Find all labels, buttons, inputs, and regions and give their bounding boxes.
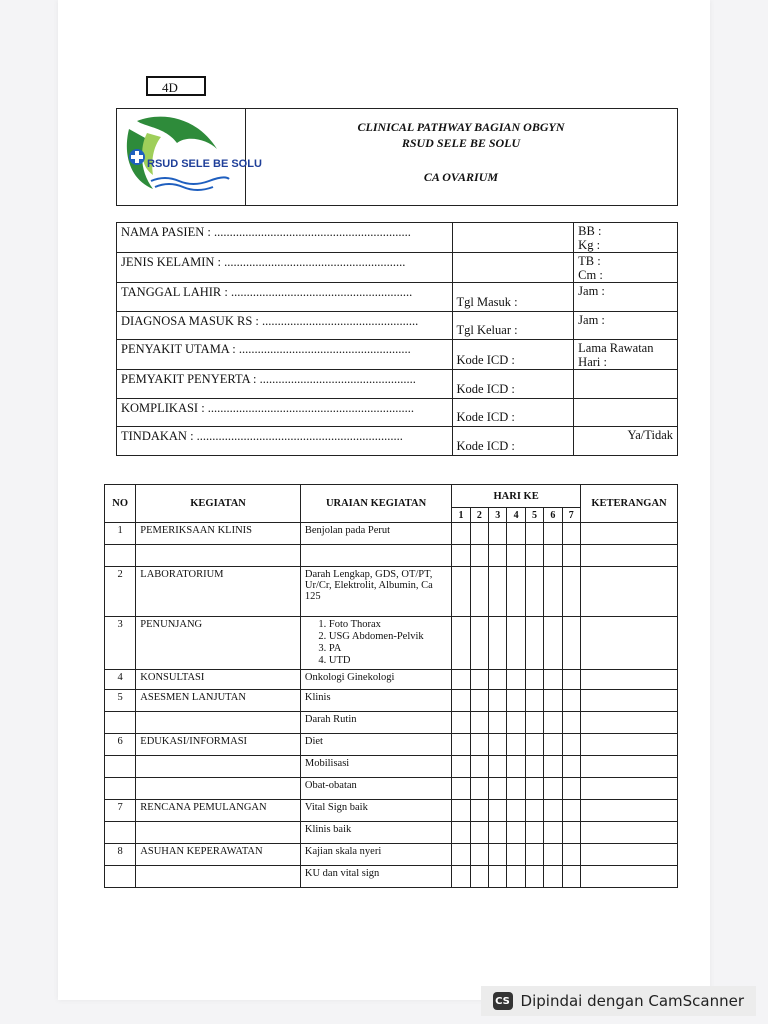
day-check-cell [562, 844, 580, 866]
day-check-cell [525, 523, 543, 545]
day-check-cell [489, 690, 507, 712]
hospital-logo-icon [117, 109, 262, 205]
hospital-logo [117, 109, 262, 205]
patient-row [117, 370, 678, 399]
row-kegiatan: EDUKASI/INFORMASI [136, 734, 301, 756]
patient-row [117, 283, 678, 312]
row-kegiatan [136, 545, 301, 567]
row-uraian: Darah Rutin [300, 712, 451, 734]
day-check-cell [452, 712, 470, 734]
day-check-cell [562, 523, 580, 545]
row-keterangan [581, 822, 678, 844]
row-keterangan [581, 670, 678, 690]
patient-row [117, 223, 678, 253]
day-check-cell [507, 756, 525, 778]
day-check-cell [544, 778, 562, 800]
day-check-cell [544, 670, 562, 690]
day-check-cell [544, 844, 562, 866]
day-check-cell [470, 866, 488, 888]
day-check-cell [452, 844, 470, 866]
day-check-cell [507, 545, 525, 567]
patient-row [117, 311, 678, 340]
row-uraian [300, 617, 451, 670]
row-number: 3 [105, 617, 136, 670]
day-check-cell [452, 822, 470, 844]
row-number [105, 866, 136, 888]
day-check-cell [470, 778, 488, 800]
patient-row [117, 427, 678, 456]
day-check-cell [507, 866, 525, 888]
day-check-cell [470, 690, 488, 712]
table-row [105, 690, 678, 712]
row-keterangan [581, 734, 678, 756]
patient-row [117, 398, 678, 427]
header-day-2: 2 [470, 508, 488, 523]
patient-field-label: DIAGNOSA MASUK RS : .................................................. [117, 311, 453, 340]
patient-field-mid [452, 253, 574, 283]
row-keterangan [581, 567, 678, 617]
day-check-cell [544, 545, 562, 567]
day-check-cell [507, 844, 525, 866]
row-number: 1 [105, 523, 136, 545]
day-check-cell [544, 800, 562, 822]
camscanner-watermark [481, 986, 756, 1016]
row-uraian: Klinis baik [300, 822, 451, 844]
day-check-cell [562, 734, 580, 756]
patient-field-label: TANGGAL LAHIR : .......................................................... [117, 283, 453, 312]
header-keterangan: KETERANGAN [581, 485, 678, 523]
patient-field-right: BB : Kg : [574, 223, 678, 253]
day-check-cell [470, 712, 488, 734]
day-check-cell [507, 734, 525, 756]
header-day-6: 6 [544, 508, 562, 523]
day-check-cell [470, 734, 488, 756]
list-item: 1. Foto Thorax [329, 619, 447, 631]
table-row [105, 567, 678, 617]
patient-row [117, 253, 678, 283]
row-kegiatan: ASUHAN KEPERAWATAN [136, 844, 301, 866]
day-check-cell [507, 800, 525, 822]
row-kegiatan: ASESMEN LANJUTAN [136, 690, 301, 712]
clinical-pathway-table [104, 484, 678, 888]
header-no: NO [105, 485, 136, 523]
row-kegiatan: PENUNJANG [136, 617, 301, 670]
day-check-cell [544, 712, 562, 734]
patient-field-label: JENIS KELAMIN : .......................................................... [117, 253, 453, 283]
day-check-cell [562, 866, 580, 888]
header-uraian: URAIAN KEGIATAN [300, 485, 451, 523]
header-kegiatan: KEGIATAN [136, 485, 301, 523]
table-row [105, 712, 678, 734]
row-kegiatan [136, 778, 301, 800]
day-check-cell [489, 844, 507, 866]
day-check-cell [452, 734, 470, 756]
table-row [105, 866, 678, 888]
row-number [105, 778, 136, 800]
row-keterangan [581, 523, 678, 545]
row-uraian: Onkologi Ginekologi [300, 670, 451, 690]
row-uraian: Vital Sign baik [300, 800, 451, 822]
day-check-cell [470, 545, 488, 567]
day-check-cell [489, 712, 507, 734]
table-row [105, 778, 678, 800]
table-row [105, 523, 678, 545]
day-check-cell [525, 617, 543, 670]
day-check-cell [507, 617, 525, 670]
row-keterangan [581, 690, 678, 712]
day-check-cell [562, 690, 580, 712]
table-row [105, 734, 678, 756]
table-row [105, 800, 678, 822]
patient-field-label: NAMA PASIEN : ............................................................... [117, 223, 453, 253]
patient-field-label: PENYAKIT UTAMA : ....................................................... [117, 340, 453, 370]
row-number [105, 712, 136, 734]
row-kegiatan: RENCANA PEMULANGAN [136, 800, 301, 822]
row-number: 4 [105, 670, 136, 690]
patient-field-right: Lama Rawatan Hari : [574, 340, 678, 370]
day-check-cell [489, 617, 507, 670]
header-hari-ke: HARI KE [452, 485, 581, 508]
row-number: 8 [105, 844, 136, 866]
patient-field-mid: Tgl Keluar : [452, 311, 574, 340]
row-kegiatan [136, 756, 301, 778]
day-check-cell [489, 778, 507, 800]
day-check-cell [544, 756, 562, 778]
day-check-cell [507, 712, 525, 734]
row-uraian: Klinis [300, 690, 451, 712]
patient-field-mid: Kode ICD : [452, 398, 574, 427]
day-check-cell [489, 567, 507, 617]
patient-field-label: PEMYAKIT PENYERTA : .................................................. [117, 370, 453, 399]
patient-info-table [116, 222, 678, 456]
patient-field-right [574, 398, 678, 427]
day-check-cell [525, 778, 543, 800]
day-check-cell [470, 523, 488, 545]
day-check-cell [452, 778, 470, 800]
row-number: 6 [105, 734, 136, 756]
row-uraian [300, 545, 451, 567]
day-check-cell [489, 523, 507, 545]
form-title: CLINICAL PATHWAY BAGIAN OBGYN [357, 120, 565, 134]
day-check-cell [452, 567, 470, 617]
row-kegiatan [136, 866, 301, 888]
row-uraian: Kajian skala nyeri [300, 844, 451, 866]
day-check-cell [489, 822, 507, 844]
patient-field-right: Ya/Tidak [574, 427, 678, 456]
patient-field-right: Jam : [574, 283, 678, 312]
day-check-cell [507, 523, 525, 545]
day-check-cell [470, 670, 488, 690]
patient-field-mid: Kode ICD : [452, 370, 574, 399]
day-check-cell [452, 545, 470, 567]
day-check-cell [525, 822, 543, 844]
row-uraian: Mobilisasi [300, 756, 451, 778]
row-keterangan [581, 778, 678, 800]
header-day-4: 4 [507, 508, 525, 523]
day-check-cell [544, 567, 562, 617]
patient-field-right: Jam : [574, 311, 678, 340]
day-check-cell [507, 567, 525, 617]
patient-field-label: TINDAKAN : .................................................................. [117, 427, 453, 456]
patient-row [117, 340, 678, 370]
row-number [105, 545, 136, 567]
day-check-cell [562, 670, 580, 690]
day-check-cell [489, 756, 507, 778]
day-check-cell [489, 734, 507, 756]
day-check-cell [525, 712, 543, 734]
day-check-cell [470, 567, 488, 617]
patient-field-mid [452, 223, 574, 253]
form-code-box: 4D [146, 76, 206, 96]
row-uraian: Benjolan pada Perut [300, 523, 451, 545]
day-check-cell [470, 617, 488, 670]
row-keterangan [581, 866, 678, 888]
row-kegiatan: PEMERIKSAAN KLINIS [136, 523, 301, 545]
day-check-cell [544, 734, 562, 756]
day-check-cell [470, 844, 488, 866]
uraian-list [305, 619, 447, 667]
patient-field-label: KOMPLIKASI : .................................................................. [117, 398, 453, 427]
day-check-cell [507, 822, 525, 844]
day-check-cell [562, 567, 580, 617]
row-uraian: Diet [300, 734, 451, 756]
watermark-text: Dipindai dengan CamScanner [520, 992, 744, 1010]
row-uraian: Obat-obatan [300, 778, 451, 800]
row-uraian: Darah Lengkap, GDS, OT/PT, Ur/Cr, Elektrolit, Albumin, Ca 125 [300, 567, 451, 617]
day-check-cell [525, 567, 543, 617]
day-check-cell [507, 670, 525, 690]
table-row [105, 545, 678, 567]
row-number [105, 822, 136, 844]
row-keterangan [581, 800, 678, 822]
day-check-cell [452, 670, 470, 690]
header-day-3: 3 [489, 508, 507, 523]
day-check-cell [452, 523, 470, 545]
day-check-cell [525, 844, 543, 866]
day-check-cell [525, 690, 543, 712]
row-number: 7 [105, 800, 136, 822]
camscanner-icon: CS [493, 992, 513, 1010]
header-day-7: 7 [562, 508, 580, 523]
day-check-cell [544, 822, 562, 844]
day-check-cell [525, 800, 543, 822]
diagnosis-title: CA OVARIUM [423, 170, 499, 184]
day-check-cell [507, 690, 525, 712]
day-check-cell [452, 756, 470, 778]
day-check-cell [507, 778, 525, 800]
patient-field-mid: Kode ICD : [452, 427, 574, 456]
day-check-cell [489, 866, 507, 888]
list-item: 3. PA [329, 643, 447, 655]
row-uraian: KU dan vital sign [300, 866, 451, 888]
row-keterangan [581, 617, 678, 670]
day-check-cell [525, 545, 543, 567]
day-check-cell [525, 756, 543, 778]
day-check-cell [544, 866, 562, 888]
row-kegiatan [136, 822, 301, 844]
patient-field-mid: Kode ICD : [452, 340, 574, 370]
day-check-cell [544, 617, 562, 670]
day-check-cell [544, 690, 562, 712]
hospital-name: RSUD SELE BE SOLU [401, 136, 521, 150]
patient-field-right [574, 370, 678, 399]
patient-field-right: TB : Cm : [574, 253, 678, 283]
row-keterangan [581, 545, 678, 567]
row-number: 5 [105, 690, 136, 712]
table-row [105, 756, 678, 778]
header-day-1: 1 [452, 508, 470, 523]
row-keterangan [581, 756, 678, 778]
header-day-5: 5 [525, 508, 543, 523]
day-check-cell [562, 617, 580, 670]
row-keterangan [581, 712, 678, 734]
patient-field-mid: Tgl Masuk : [452, 283, 574, 312]
day-check-cell [562, 778, 580, 800]
table-row [105, 670, 678, 690]
day-check-cell [525, 734, 543, 756]
day-check-cell [470, 756, 488, 778]
day-check-cell [470, 800, 488, 822]
day-check-cell [452, 617, 470, 670]
day-check-cell [562, 756, 580, 778]
row-kegiatan: KONSULTASI [136, 670, 301, 690]
day-check-cell [470, 822, 488, 844]
day-check-cell [562, 822, 580, 844]
form-title-block [245, 109, 677, 205]
day-check-cell [452, 866, 470, 888]
day-check-cell [452, 800, 470, 822]
day-check-cell [525, 670, 543, 690]
row-number: 2 [105, 567, 136, 617]
day-check-cell [525, 866, 543, 888]
table-row [105, 617, 678, 670]
day-check-cell [562, 712, 580, 734]
day-check-cell [489, 545, 507, 567]
form-header [116, 108, 678, 206]
day-check-cell [489, 800, 507, 822]
list-item: 2. USG Abdomen-Pelvik [329, 631, 447, 643]
day-check-cell [562, 545, 580, 567]
table-row [105, 844, 678, 866]
row-kegiatan: LABORATORIUM [136, 567, 301, 617]
day-check-cell [452, 690, 470, 712]
day-check-cell [562, 800, 580, 822]
day-check-cell [489, 670, 507, 690]
row-kegiatan [136, 712, 301, 734]
logo-text: RSUD SELE BE SOLU [147, 158, 262, 170]
row-keterangan [581, 844, 678, 866]
list-item: 4. UTD [329, 655, 447, 667]
row-number [105, 756, 136, 778]
day-check-cell [544, 523, 562, 545]
table-row [105, 822, 678, 844]
